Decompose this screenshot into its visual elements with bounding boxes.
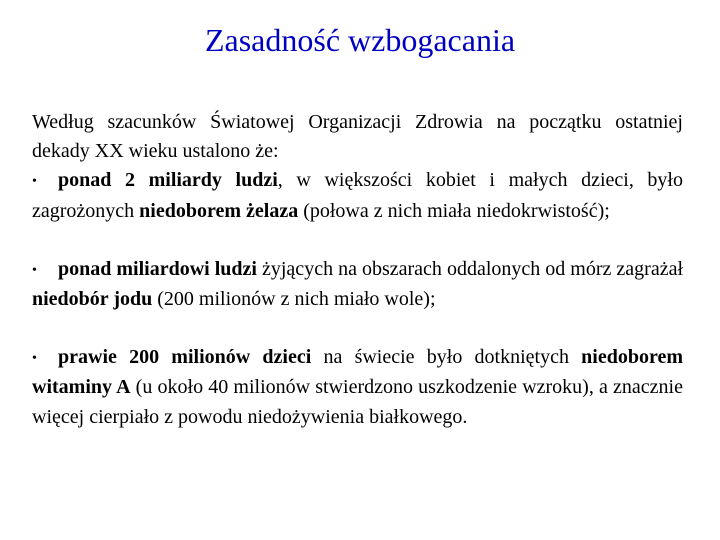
bullet-item: [32, 343, 683, 432]
text: (u około 40 milionów stwierdzono uszkodzenie wzroku), a znacznie więcej cierpiało z powodu niedożywienia białkowego.: [32, 376, 683, 428]
text: (200 milionów z nich miało wole);: [152, 288, 436, 311]
bold-text: niedoborem żelaza: [139, 199, 299, 222]
slide-title: Zasadność wzbogacania: [204, 22, 516, 58]
bullet-icon: •: [32, 351, 37, 367]
bullet-item: [32, 255, 683, 314]
text: , w większości kobiet i małych dzieci, było zagrożonych: [32, 169, 683, 222]
bold-text: prawie 200 milionów dzieci: [58, 346, 312, 369]
bold-text: niedoborem witaminy A: [32, 346, 684, 399]
slide-body: [32, 108, 683, 432]
bold-text: niedobór jodu: [32, 288, 153, 311]
bullet-icon: •: [32, 174, 37, 190]
text: żyjących na obszarach oddalonych od mórz zagrażał: [256, 257, 684, 280]
bullet-item: [32, 166, 683, 225]
text: na świecie było dotkniętych: [311, 346, 582, 369]
bold-text: ponad miliardowi ludzi: [58, 257, 257, 280]
bold-text: ponad 2 miliardy ludzi: [58, 169, 278, 192]
bullet-icon: •: [32, 262, 37, 278]
intro-paragraph: Według szacunków Światowej Organizacji Zdrowia na początku ostatniej dekady XX wieku ustalono że:: [32, 111, 683, 163]
text: (połowa z nich miała niedokrwistość);: [298, 199, 610, 222]
